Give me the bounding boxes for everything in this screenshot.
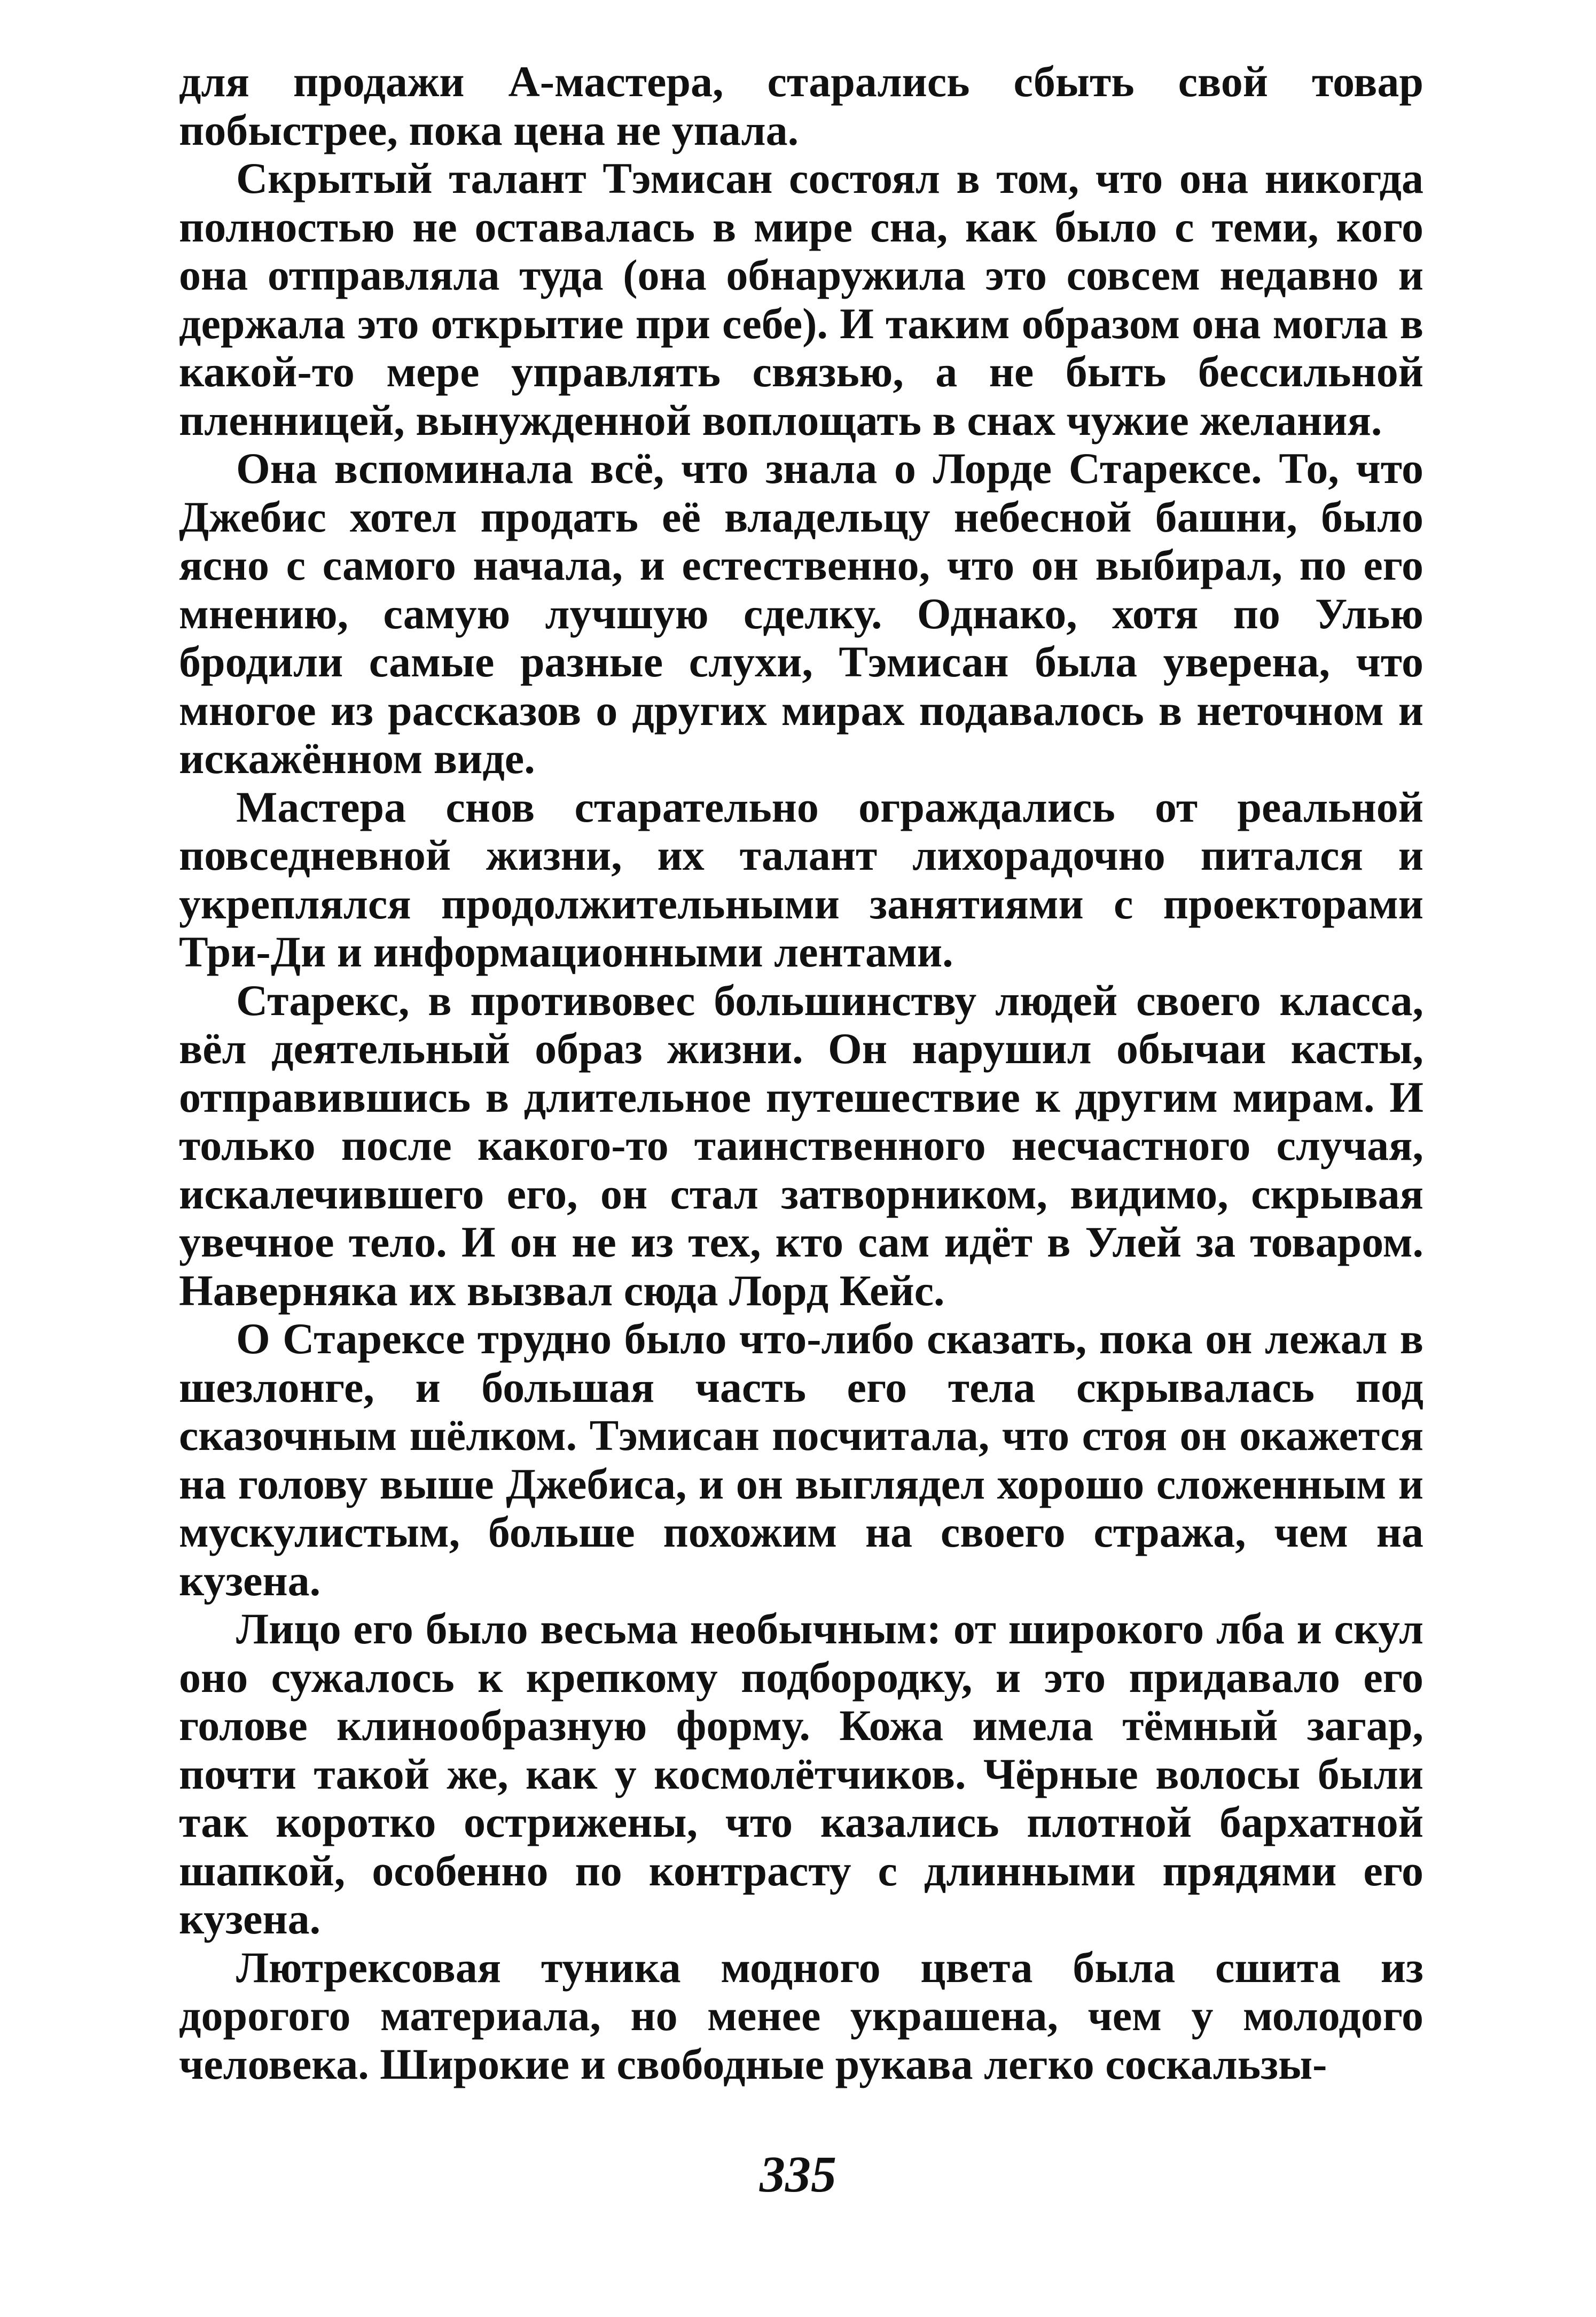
paragraph: Она вспоминала всё, что знала о Лорде Старексе. То, что Джебис хотел продать её владельцу небесной башни, было ясно с самого начала, и естественно, что он выбирал, по его мнению, самую лучшую сделку. Однако, хотя по Улью бродили самые разные слухи, Тэмисан была уверена, что многое из рассказов о других мирах подавалось в неточном и искажённом виде. <box>179 444 1423 783</box>
paragraph: Скрытый талант Тэмисан состоял в том, что она никогда полностью не оставалась в мире сна, как было с теми, кого она отправляла туда (она обнаружила это совсем недавно и держала это открытие при себе). И таким образом она могла в какой-то мере управлять связью, а не быть бессильной пленницей, вынужденной воплощать в снах чужие желания. <box>179 154 1423 444</box>
paragraph: О Старексе трудно было что-либо сказать, пока он лежал в шезлонге, и большая часть его тела скрывалась под сказочным шёлком. Тэмисан посчитала, что стоя он окажется на голову выше Джебиса, и он выглядел хорошо сложенным и мускулистым, больше похожим на своего стража, чем на кузена. <box>179 1314 1423 1605</box>
paragraph: для продажи А-мастера, старались сбыть свой товар побыстрее, пока цена не упала. <box>179 57 1423 154</box>
page-number: 335 <box>760 2146 836 2203</box>
paragraph: Лютрексовая туника модного цвета была сшита из дорогого материала, но менее украшена, чем у молодого человека. Широкие и свободные рукава легко соскальзы- <box>179 1942 1423 2088</box>
paragraph: Лицо его было весьма необычным: от широкого лба и скул оно сужалось к крепкому подбородку, и это придавало его голове клинообразную форму. Кожа имела тёмный загар, почти такой же, как у космолётчиков. Чёрные волосы были так коротко острижены, что казались плотной бархатной шапкой, особенно по контрасту с длинными прядями его кузена. <box>179 1604 1423 1943</box>
body-text <box>179 58 1423 2088</box>
paragraph: Старекс, в противовес большинству людей своего класса, вёл деятельный образ жизни. Он нарушил обычаи касты, отправившись в длительное путешествие к другим мирам. И только после какого-то таинственного несчастного случая, искалечившего его, он стал затворником, видимо, скрывая увечное тело. И он не из тех, кто сам идёт в Улей за товаром. Наверняка их вызвал сюда Лорд Кейс. <box>179 976 1423 1315</box>
paragraph: Мастера снов старательно ограждались от реальной повседневной жизни, их талант лихорадочно питался и укреплялся продолжительными занятиями с проекторами Три-Ди и информационными лентами. <box>179 782 1423 976</box>
